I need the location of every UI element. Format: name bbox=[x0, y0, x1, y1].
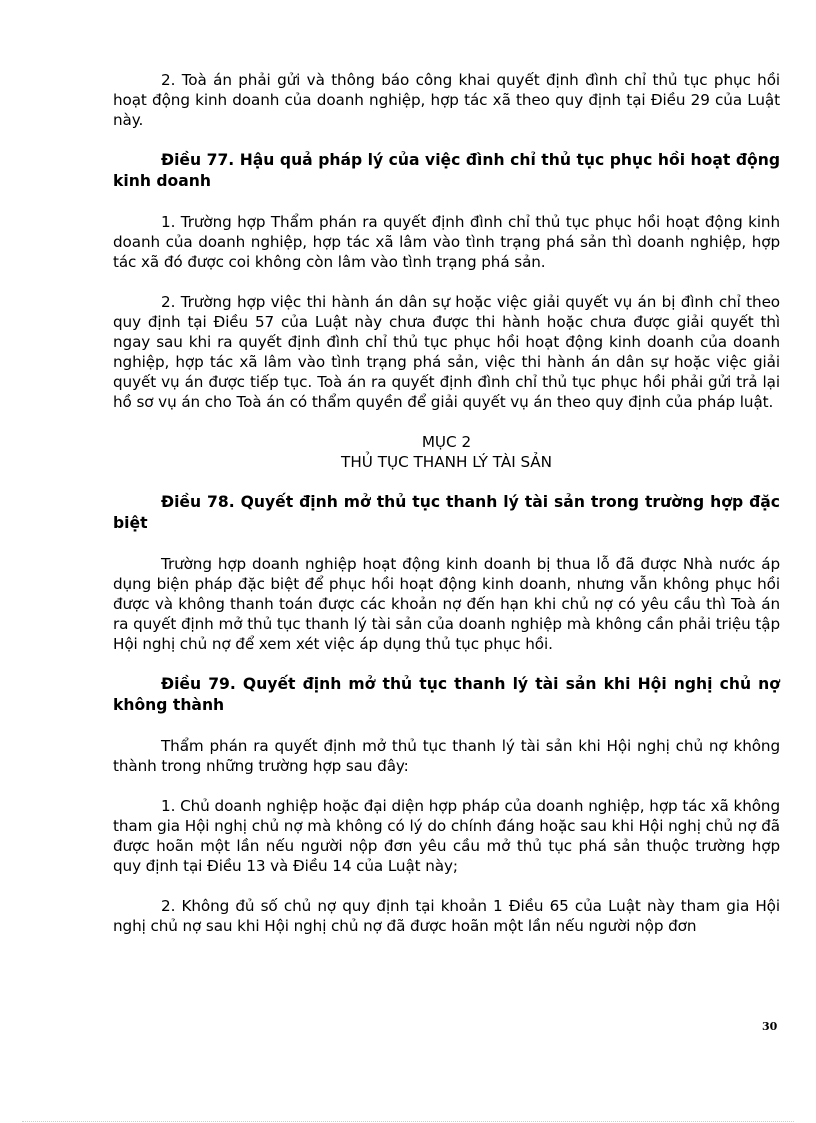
page-bottom-divider bbox=[22, 1121, 794, 1122]
paragraph-article-79-clause-2: 2. Không đủ số chủ nợ quy định tại khoản 1 Điều 65 của Luật này tham gia Hội nghị chủ nợ sau khi Hội nghị chủ nợ đã được hoãn một lần nếu người nộp đơn bbox=[113, 897, 780, 935]
paragraph-article-78: Trường hợp doanh nghiệp hoạt động kinh doanh bị thua lỗ đã được Nhà nước áp dụng biện pháp đặc biệt để phục hồi hoạt động kinh doanh, nhưng vẫn không phục hồi được và không thanh toán được các khoản nợ đến hạn khi chủ nợ có yêu cầu thì Toà án ra quyết định mở thủ tục thanh lý tài sản của doanh nghiệp mà không cần phải triệu tập Hội nghị chủ nợ để xem xét việc áp dụng thủ tục phục hồi. bbox=[113, 555, 780, 653]
article-77-heading: Điều 77. Hậu quả pháp lý của việc đình chỉ thủ tục phục hồi hoạt động kinh doanh bbox=[113, 151, 780, 190]
article-78-heading: Điều 78. Quyết định mở thủ tục thanh lý tài sản trong trường hợp đặc biệt bbox=[113, 493, 780, 532]
section-title: THỦ TỤC THANH LÝ TÀI SẢN bbox=[341, 453, 552, 471]
paragraph-article-77-clause-1: 1. Trường hợp Thẩm phán ra quyết định đình chỉ thủ tục phục hồi hoạt động kinh doanh của doanh nghiệp, hợp tác xã lâm vào tình trạng phá sản thì doanh nghiệp, hợp tác xã đó được coi không còn lâm vào tình trạng phá sản. bbox=[113, 213, 780, 271]
paragraph-article-76-clause-2: 2. Toà án phải gửi và thông báo công khai quyết định đình chỉ thủ tục phục hồi hoạt động kinh doanh của doanh nghiệp, hợp tác xã theo quy định tại Điều 29 của Luật này. bbox=[113, 71, 780, 129]
document-page bbox=[113, 70, 780, 956]
paragraph-article-77-clause-2: 2. Trường hợp việc thi hành án dân sự hoặc việc giải quyết vụ án bị đình chỉ theo quy định tại Điều 57 của Luật này chưa được thi hành hoặc chưa được giải quyết thì ngay sau khi ra quyết định đình chỉ thủ tục phục hồi hoạt động kinh doanh của doanh nghiệp, hợp tác xã lâm vào tình trạng phá sản, việc thi hành án dân sự hoặc việc giải quyết vụ án được tiếp tục. Toà án ra quyết định đình chỉ thủ tục phục hồi phải gửi trả lại hồ sơ vụ án cho Toà án có thẩm quyền để giải quyết vụ án theo quy định của pháp luật. bbox=[113, 293, 780, 411]
paragraph-article-79-clause-1: 1. Chủ doanh nghiệp hoặc đại diện hợp pháp của doanh nghiệp, hợp tác xã không tham gia Hội nghị chủ nợ mà không có lý do chính đáng hoặc sau khi Hội nghị chủ nợ đã được hoãn một lần nếu người nộp đơn yêu cầu mở thủ tục phá sản thuộc trường hợp quy định tại Điều 13 và Điều 14 của Luật này; bbox=[113, 797, 780, 875]
paragraph-article-79-intro: Thẩm phán ra quyết định mở thủ tục thanh lý tài sản khi Hội nghị chủ nợ không thành trong những trường hợp sau đây: bbox=[113, 737, 780, 775]
article-79-heading: Điều 79. Quyết định mở thủ tục thanh lý tài sản khi Hội nghị chủ nợ không thành bbox=[113, 675, 780, 714]
section-heading bbox=[113, 432, 780, 472]
page-number: 30 bbox=[762, 1020, 778, 1033]
section-label: MỤC 2 bbox=[421, 433, 472, 451]
